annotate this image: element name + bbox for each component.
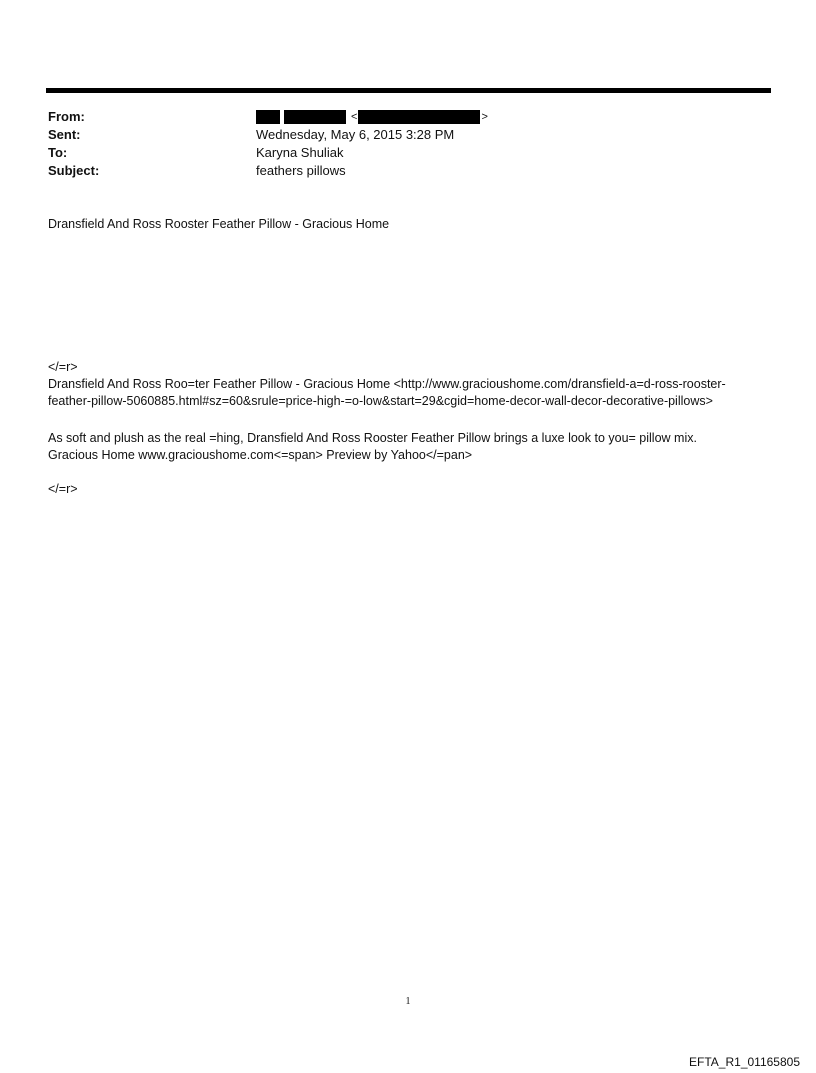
subject-value: feathers pillows (256, 163, 346, 178)
to-label: To: (48, 145, 68, 160)
header-rule (46, 88, 771, 93)
document-id: EFTA_R1_01165805 (689, 1055, 800, 1069)
from-row (48, 108, 768, 126)
redaction-block (284, 110, 346, 124)
sent-value: Wednesday, May 6, 2015 3:28 PM (256, 127, 455, 142)
from-value (256, 108, 489, 126)
sent-label: Sent: (48, 127, 81, 142)
body-paragraph-link: Dransfield And Ross Roo=ter Feather Pillow - Gracious Home <http://www.gracioushome.com/dransfield-a=d-ross-rooster-feather-pillow-5060885.html#sz=60&srule=price-high-=o-low&start=29&cgid=home-decor-wall-decor-decorative-pillows> (48, 377, 726, 408)
from-open-bracket: < (351, 111, 358, 123)
subject-row (48, 162, 768, 180)
body-tag-1: </=r> (48, 360, 78, 374)
subject-label: Subject: (48, 163, 100, 178)
body-paragraph-preview: Gracious Home www.gracioushome.com<=span> Preview by Yahoo</=pan> (48, 448, 473, 462)
sent-row (48, 126, 768, 144)
page-number: 1 (405, 996, 411, 1007)
body-paragraph-description: As soft and plush as the real =hing, Dransfield And Ross Rooster Feather Pillow brings a luxe look to you= pillow mix. (48, 431, 697, 445)
body-line-1: Dransfield And Ross Rooster Feather Pillow - Gracious Home (48, 217, 390, 231)
email-header (48, 108, 768, 180)
body-tag-2: </=r> (48, 482, 78, 496)
to-value: Karyna Shuliak (256, 145, 344, 160)
from-close-bracket: > (481, 111, 488, 123)
from-label: From: (48, 109, 85, 124)
redaction-block (358, 110, 480, 124)
redaction-block (256, 110, 280, 124)
to-row (48, 144, 768, 162)
